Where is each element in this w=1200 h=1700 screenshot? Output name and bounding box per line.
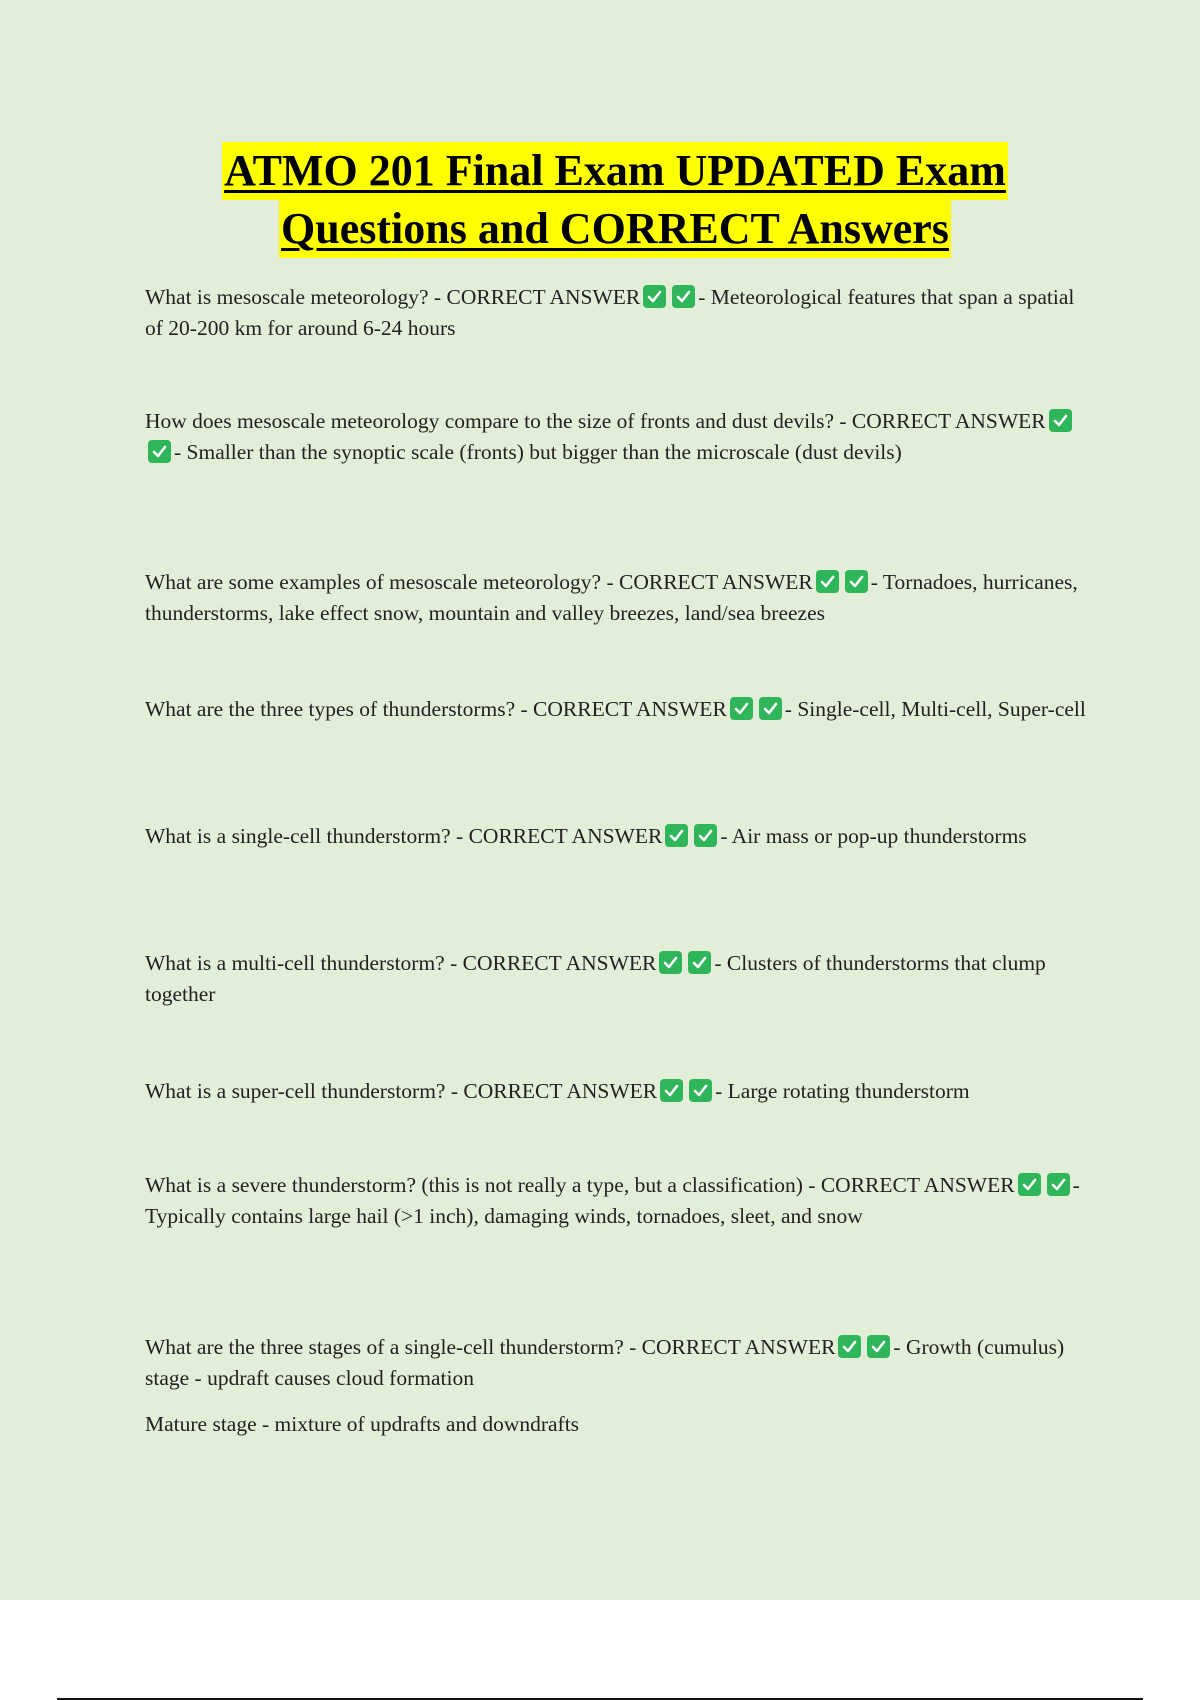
question-text: How does mesoscale meteorology compare to the size of fronts and dust devils? - CORRECT ANSWER [145, 409, 1046, 433]
question-text: What is a multi-cell thunderstorm? - CORRECT ANSWER [145, 951, 657, 975]
answer-text: - Large rotating thunderstorm [715, 1079, 970, 1103]
title-line-2: Questions and CORRECT Answers [279, 200, 951, 258]
check-mark-icon [643, 285, 666, 308]
check-mark-icon [672, 285, 695, 308]
qa-item [145, 282, 1090, 344]
qa-item [145, 948, 1090, 1010]
continuation-text: Mature stage - mixture of updrafts and downdrafts [145, 1412, 580, 1436]
check-mark-icon [1047, 1173, 1070, 1196]
check-mark-icon [1018, 1173, 1041, 1196]
check-mark-icon [838, 1335, 861, 1358]
question-text: What are the three stages of a single-cell thunderstorm? - CORRECT ANSWER [145, 1335, 836, 1359]
check-mark-icon [148, 440, 171, 463]
answer-text: - Typically contains large hail (>1 inch), damaging winds, tornadoes, sleet, and snow [145, 1173, 1080, 1228]
check-mark-icon [659, 951, 682, 974]
qa-item [145, 567, 1090, 629]
qa-item [145, 694, 1090, 725]
check-mark-icon [688, 951, 711, 974]
answer-text: - Single-cell, Multi-cell, Super-cell [784, 697, 1086, 721]
answer-text: - Tornadoes, hurricanes, thunderstorms, lake effect snow, mountain and valley breezes, land/sea breezes [145, 570, 1078, 625]
check-mark-icon [694, 824, 717, 847]
answer-text: - Growth (cumulus) stage - updraft causes cloud formation [145, 1335, 1065, 1390]
question-text: What is a super-cell thunderstorm? - CORRECT ANSWER [145, 1079, 658, 1103]
answer-text: - Clusters of thunderstorms that clump together [145, 951, 1046, 1006]
question-text: What is a single-cell thunderstorm? - CORRECT ANSWER [145, 824, 663, 848]
qa-item [145, 1170, 1090, 1232]
check-mark-icon [660, 1079, 683, 1102]
check-mark-icon [1049, 409, 1072, 432]
answer-text: - Air mass or pop-up thunderstorms [720, 824, 1027, 848]
check-mark-icon [759, 697, 782, 720]
answer-text: - Meteorological features that span a spatial of 20-200 km for around 6-24 hours [145, 285, 1075, 340]
qa-item [145, 1076, 1090, 1107]
title-line-1: ATMO 201 Final Exam UPDATED Exam [222, 142, 1008, 200]
question-text: What are the three types of thunderstorms? - CORRECT ANSWER [145, 697, 727, 721]
qa-item [145, 821, 1090, 852]
answer-text: - Smaller than the synoptic scale (fronts) but bigger than the microscale (dust devils) [174, 440, 902, 464]
check-mark-icon [845, 570, 868, 593]
question-text: What are some examples of mesoscale meteorology? - CORRECT ANSWER [145, 570, 813, 594]
check-mark-icon [867, 1335, 890, 1358]
question-text: What is a severe thunderstorm? (this is not really a type, but a classification) - CORRECT ANSWER [145, 1173, 1015, 1197]
qa-item [145, 1332, 1090, 1394]
check-mark-icon [665, 824, 688, 847]
page-title [145, 142, 1085, 258]
qa-item [145, 406, 1090, 468]
check-mark-icon [689, 1079, 712, 1102]
check-mark-icon [816, 570, 839, 593]
check-mark-icon [730, 697, 753, 720]
question-text: What is mesoscale meteorology? - CORRECT ANSWER [145, 285, 641, 309]
